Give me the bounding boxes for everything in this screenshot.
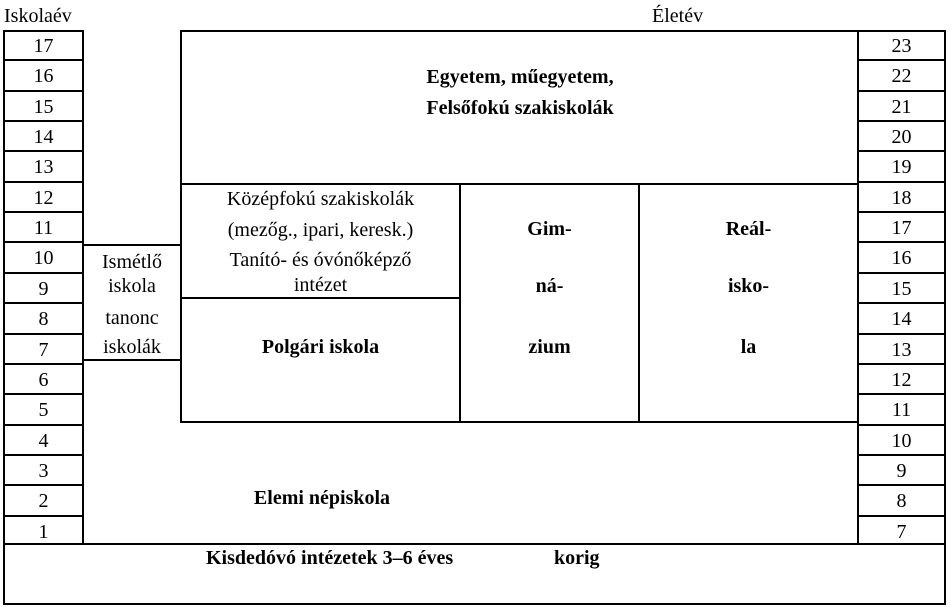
civic-school-label: Polgári iskola (261, 336, 380, 358)
secondary-line-3: Tanító- és óvónőképző (229, 249, 412, 271)
elementary-top-line (180, 421, 859, 423)
repeat-line-2: iskola (108, 275, 156, 297)
school-year-number: 7 (38, 339, 49, 361)
school-year-row-divider (3, 211, 84, 213)
kindergarten-frame (3, 543, 946, 605)
school-year-row-divider (3, 272, 84, 274)
age-row-divider (857, 454, 946, 456)
school-year-row-divider (3, 363, 84, 365)
realschool-label-1: Reál- (725, 218, 772, 240)
gymnasium-label-3: zium (528, 336, 571, 358)
kindergarten-label: Kisdedóvó intézetek 3–6 éves (206, 547, 454, 569)
repeat-line-1: Ismétlő (102, 251, 162, 273)
age-row-divider (857, 241, 946, 243)
age-row-divider (857, 120, 946, 122)
school-year-number: 11 (33, 217, 54, 239)
school-year-number: 5 (38, 399, 49, 421)
age-number: 13 (891, 339, 912, 361)
age-row-divider (857, 181, 946, 183)
school-year-row-divider (3, 302, 84, 304)
school-year-number: 10 (33, 247, 54, 269)
age-number: 17 (891, 217, 912, 239)
school-year-number: 4 (38, 430, 49, 452)
age-number: 14 (891, 308, 912, 330)
age-row-divider (857, 59, 946, 61)
school-year-row-divider (3, 59, 84, 61)
age-number: 16 (891, 247, 912, 269)
school-year-row-divider (3, 150, 84, 152)
age-number: 11 (891, 399, 912, 421)
school-year-number: 6 (38, 369, 49, 391)
kindergarten-label-end: korig (554, 547, 600, 569)
school-year-row-divider (3, 181, 84, 183)
age-row-divider (857, 211, 946, 213)
school-year-number: 1 (38, 521, 49, 543)
university-subtitle: Felsőfokú szakiskolák (426, 97, 614, 119)
age-row-divider (857, 363, 946, 365)
school-year-number: 16 (33, 65, 54, 87)
age-row-divider (857, 272, 946, 274)
school-year-row-divider (3, 241, 84, 243)
divider-secondary-civic (180, 297, 461, 299)
school-year-number: 8 (38, 308, 49, 330)
school-year-number: 15 (33, 96, 54, 118)
age-number: 20 (891, 126, 912, 148)
school-year-number: 14 (33, 126, 54, 148)
gymnasium-label-2: ná- (535, 275, 564, 297)
age-number: 12 (891, 369, 912, 391)
school-year-row-divider (3, 454, 84, 456)
school-year-number: 3 (38, 460, 49, 482)
secondary-line-4: intézet (293, 274, 348, 296)
age-number: 23 (891, 35, 912, 57)
gymnasium-label-1: Gim- (527, 218, 572, 240)
age-number: 7 (896, 521, 907, 543)
age-number: 18 (891, 187, 912, 209)
age-row-divider (857, 484, 946, 486)
school-year-row-divider (3, 515, 84, 517)
age-number: 22 (891, 65, 912, 87)
age-row-divider (857, 515, 946, 517)
school-year-row-divider (3, 333, 84, 335)
age-number: 19 (891, 156, 912, 178)
school-year-row-divider (3, 393, 84, 395)
realschool-label-2: isko- (727, 275, 770, 297)
school-year-number: 13 (33, 156, 54, 178)
realschool-label-3: la (740, 336, 757, 358)
school-year-row-divider (3, 424, 84, 426)
age-row-divider (857, 424, 946, 426)
age-row-divider (857, 150, 946, 152)
age-number: 15 (891, 278, 912, 300)
school-year-number: 17 (33, 35, 54, 57)
school-year-number: 2 (38, 490, 49, 512)
age-row-divider (857, 90, 946, 92)
age-row-divider (857, 302, 946, 304)
secondary-line-1: Középfokú szakiskolák (226, 188, 415, 210)
age-number: 8 (896, 490, 907, 512)
elementary-school-label: Elemi népiskola (253, 487, 391, 509)
age-number: 21 (891, 96, 912, 118)
school-year-row-divider (3, 120, 84, 122)
school-year-heading: Iskolaév (4, 5, 72, 27)
age-row-divider (857, 393, 946, 395)
school-year-number: 12 (33, 187, 54, 209)
school-year-row-divider (3, 484, 84, 486)
school-year-number: 9 (38, 278, 49, 300)
age-number: 9 (896, 460, 907, 482)
age-heading: Életév (652, 5, 704, 27)
school-year-row-divider (3, 90, 84, 92)
university-title: Egyetem, műegyetem, (426, 66, 614, 88)
repeat-line-3: tanonc (105, 307, 159, 329)
repeat-line-4: iskolák (103, 336, 161, 358)
secondary-line-2: (mezőg., ipari, keresk.) (227, 219, 414, 241)
age-number: 10 (891, 430, 912, 452)
age-row-divider (857, 333, 946, 335)
